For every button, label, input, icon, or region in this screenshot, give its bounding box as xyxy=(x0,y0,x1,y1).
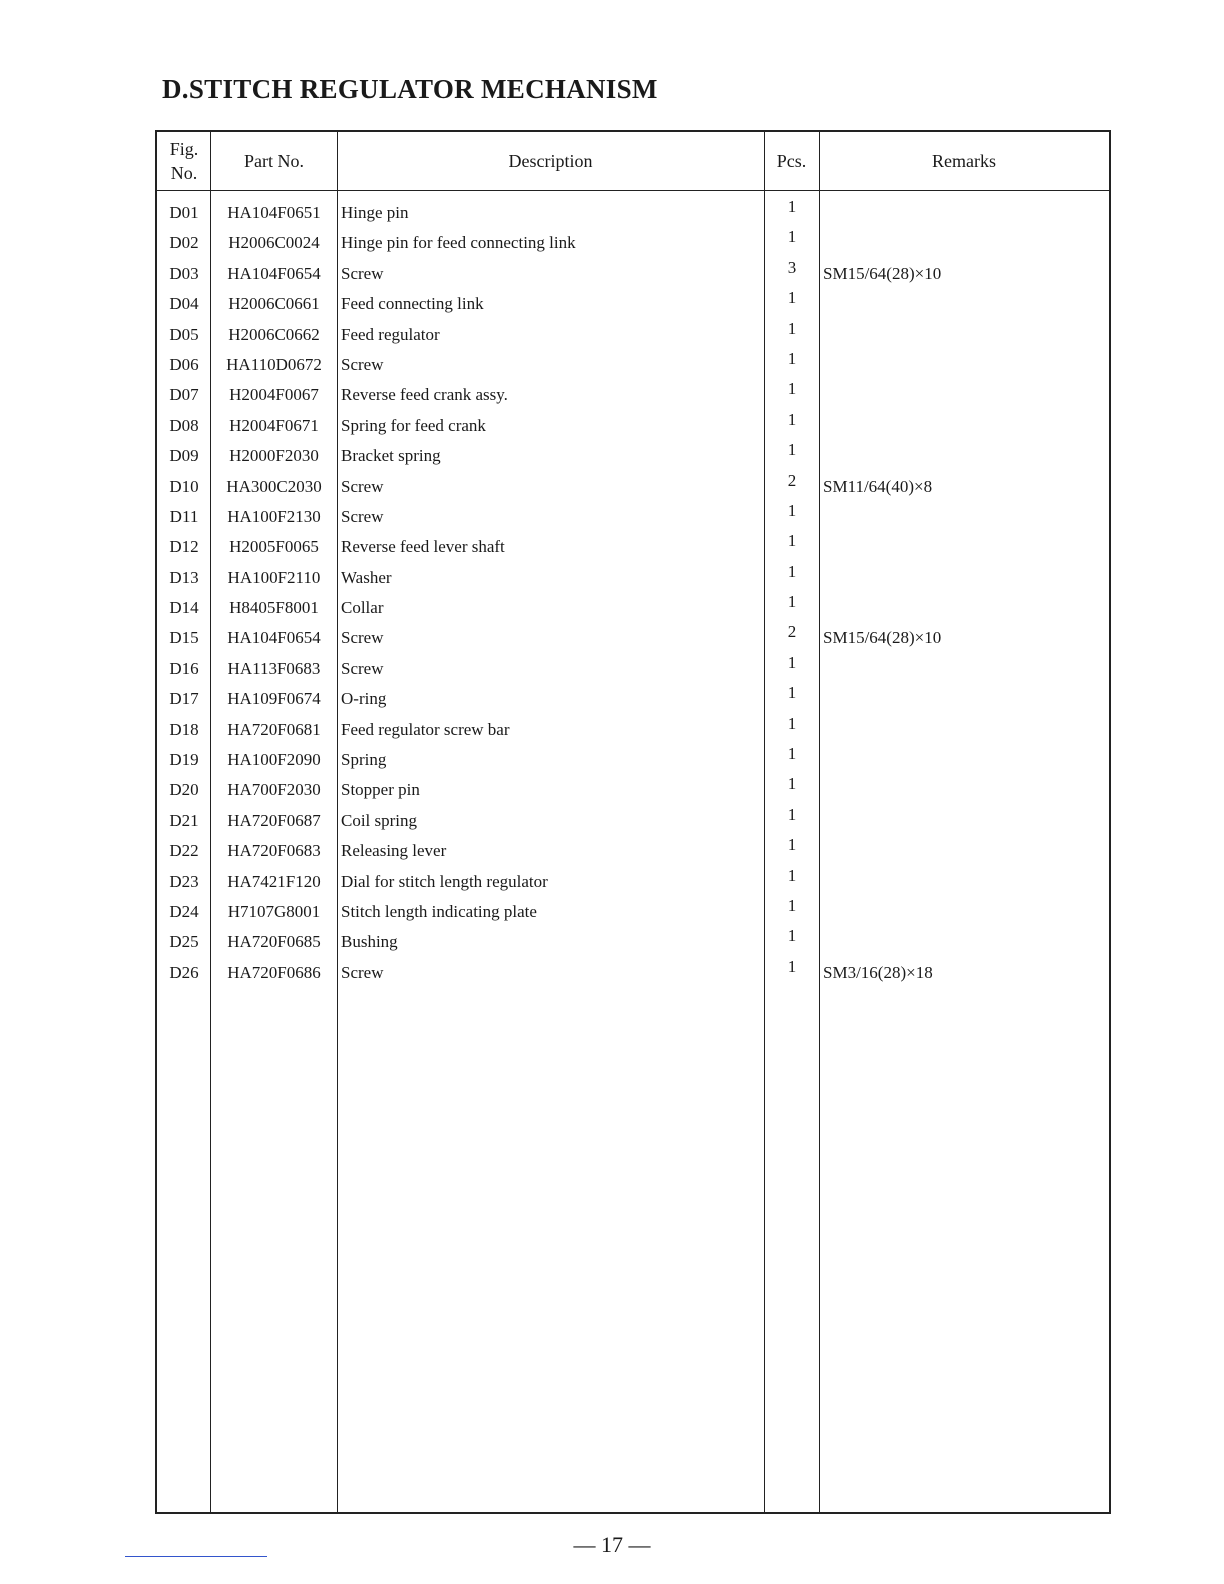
remarks-cell xyxy=(823,320,1109,350)
pcs-cell: 1 xyxy=(787,652,797,672)
fig-cell: D10 xyxy=(169,476,199,496)
table-row xyxy=(157,958,1109,988)
part-no-cell: HA7421F120 xyxy=(227,871,321,891)
description-cell: Bushing xyxy=(341,932,398,952)
table-row xyxy=(157,745,1109,775)
fig-cell: D02 xyxy=(169,233,199,253)
pcs-cell: 1 xyxy=(787,288,797,308)
pcs-cell: 1 xyxy=(787,592,797,612)
remarks-cell xyxy=(823,715,1109,745)
pcs-cell: 1 xyxy=(787,774,797,794)
fig-cell: D26 xyxy=(169,962,199,982)
remarks-cell xyxy=(823,502,1109,532)
remarks-cell xyxy=(823,775,1109,805)
table-row xyxy=(157,593,1109,623)
remarks-cell xyxy=(823,806,1109,836)
table-row xyxy=(157,228,1109,258)
pcs-cell: 1 xyxy=(787,409,797,429)
part-no-cell: H2006C0024 xyxy=(228,233,320,253)
remarks-cell: SM3/16(28)×18 xyxy=(823,962,933,982)
remarks-cell xyxy=(823,350,1109,380)
part-no-cell: H2004F0067 xyxy=(229,385,319,405)
table-row xyxy=(157,684,1109,714)
description-cell: Feed regulator screw bar xyxy=(341,719,510,739)
remarks-cell xyxy=(823,897,1109,927)
part-no-cell: HA720F0686 xyxy=(227,962,321,982)
part-no-cell: HA100F2110 xyxy=(227,567,321,587)
table-row xyxy=(157,806,1109,836)
remarks-cell: SM15/64(28)×10 xyxy=(823,263,942,283)
table-row xyxy=(157,867,1109,897)
part-no-cell: HA720F0683 xyxy=(227,841,321,861)
pcs-cell: 2 xyxy=(787,622,797,642)
fig-cell: D13 xyxy=(169,567,199,587)
fig-cell: D23 xyxy=(169,871,199,891)
table-row xyxy=(157,472,1109,502)
fig-cell: D06 xyxy=(169,354,199,374)
pcs-cell: 1 xyxy=(787,500,797,520)
table-row xyxy=(157,563,1109,593)
pcs-cell: 1 xyxy=(787,318,797,338)
description-cell: Stitch length indicating plate xyxy=(341,901,537,921)
table-row xyxy=(157,350,1109,380)
fig-cell: D11 xyxy=(169,506,199,526)
pcs-cell: 2 xyxy=(787,470,797,490)
remarks-cell xyxy=(823,593,1109,623)
remarks-cell xyxy=(823,654,1109,684)
fig-cell: D05 xyxy=(169,324,199,344)
remarks-cell xyxy=(823,532,1109,562)
footer-rule xyxy=(125,1556,267,1557)
description-cell: Reverse feed lever shaft xyxy=(341,537,505,557)
description-cell: Washer xyxy=(341,567,392,587)
fig-cell: D17 xyxy=(169,689,199,709)
part-no-cell: HA110D0672 xyxy=(226,354,322,374)
table-row xyxy=(157,836,1109,866)
table-row xyxy=(157,623,1109,653)
header-part-no: Part No. xyxy=(244,151,304,171)
description-cell: Spring for feed crank xyxy=(341,415,486,435)
table-row xyxy=(157,411,1109,441)
remarks-cell xyxy=(823,867,1109,897)
fig-cell: D19 xyxy=(169,750,199,770)
remarks-cell xyxy=(823,745,1109,775)
header-fig-no: Fig. No. xyxy=(169,139,199,183)
pcs-cell: 1 xyxy=(787,926,797,946)
remarks-cell xyxy=(823,228,1109,258)
fig-cell: D24 xyxy=(169,901,199,921)
part-no-cell: HA720F0687 xyxy=(227,810,321,830)
part-no-cell: HA700F2030 xyxy=(227,780,321,800)
part-no-cell: H8405F8001 xyxy=(229,598,319,618)
part-no-cell: H7107G8001 xyxy=(227,901,321,921)
part-no-cell: HA104F0651 xyxy=(227,203,321,222)
fig-cell: D03 xyxy=(169,263,199,283)
pcs-cell: 1 xyxy=(787,744,797,764)
fig-cell: D09 xyxy=(169,446,199,466)
part-no-cell: HA109F0674 xyxy=(227,689,321,709)
table-row xyxy=(157,502,1109,532)
fig-cell: D20 xyxy=(169,780,199,800)
table-row xyxy=(157,289,1109,319)
fig-cell: D18 xyxy=(169,719,199,739)
pcs-cell: 1 xyxy=(787,835,797,855)
description-cell: O-ring xyxy=(341,689,387,709)
description-cell: Dial for stitch length regulator xyxy=(341,871,548,891)
pcs-cell: 1 xyxy=(787,804,797,824)
description-cell: Releasing lever xyxy=(341,841,447,861)
description-cell: Screw xyxy=(341,354,384,374)
parts-table xyxy=(155,130,1111,1514)
pcs-cell: 1 xyxy=(787,561,797,581)
fig-cell: D01 xyxy=(169,203,199,222)
part-no-cell: H2006C0661 xyxy=(228,294,320,314)
part-no-cell: H2004F0671 xyxy=(229,415,319,435)
remarks-cell xyxy=(823,289,1109,319)
table-row xyxy=(157,320,1109,350)
fig-cell: D15 xyxy=(169,628,199,648)
table-row xyxy=(157,715,1109,745)
fig-cell: D16 xyxy=(169,658,199,678)
description-cell: Screw xyxy=(341,658,384,678)
part-no-cell: H2006C0662 xyxy=(228,324,320,344)
fig-cell: D07 xyxy=(169,385,199,405)
pcs-cell: 3 xyxy=(787,257,797,277)
remarks-cell: SM11/64(40)×8 xyxy=(823,476,933,496)
remarks-cell: SM15/64(28)×10 xyxy=(823,628,942,648)
description-cell: Feed connecting link xyxy=(341,294,484,314)
remarks-cell xyxy=(823,411,1109,441)
description-cell: Screw xyxy=(341,628,384,648)
pcs-cell: 1 xyxy=(787,865,797,885)
remarks-cell xyxy=(823,380,1109,410)
fig-cell: D22 xyxy=(169,841,199,861)
table-row xyxy=(157,775,1109,805)
remarks-cell xyxy=(823,684,1109,714)
description-cell: Screw xyxy=(341,506,384,526)
pcs-cell: 1 xyxy=(787,895,797,915)
part-no-cell: H2005F0065 xyxy=(229,537,319,557)
pcs-cell: 1 xyxy=(787,197,797,216)
pcs-cell: 1 xyxy=(787,956,797,976)
pcs-cell: 1 xyxy=(787,531,797,551)
description-cell: Bracket spring xyxy=(341,446,441,466)
table-row xyxy=(157,532,1109,562)
description-cell: Feed regulator xyxy=(341,324,440,344)
description-cell: Collar xyxy=(341,598,384,618)
table-row xyxy=(157,259,1109,289)
page-title: D.STITCH REGULATOR MECHANISM xyxy=(162,74,658,104)
pcs-cell: 1 xyxy=(787,440,797,460)
fig-cell: D25 xyxy=(169,932,199,952)
part-no-cell: HA100F2090 xyxy=(227,750,321,770)
description-cell: Screw xyxy=(341,263,384,283)
table-row xyxy=(157,654,1109,684)
part-no-cell: HA300C2030 xyxy=(226,476,322,496)
part-no-cell: HA720F0681 xyxy=(227,719,321,739)
description-cell: Hinge pin for feed connecting link xyxy=(341,233,576,253)
header-divider xyxy=(157,190,1109,191)
remarks-cell xyxy=(823,836,1109,866)
part-no-cell: HA113F0683 xyxy=(227,658,321,678)
description-cell: Screw xyxy=(341,476,384,496)
remarks-cell xyxy=(823,198,1109,228)
description-cell: Spring xyxy=(341,750,387,770)
part-no-cell: HA720F0685 xyxy=(227,932,321,952)
pcs-cell: 1 xyxy=(787,379,797,399)
table-row xyxy=(157,380,1109,410)
description-cell: Screw xyxy=(341,962,384,982)
fig-cell: D12 xyxy=(169,537,199,557)
table-row xyxy=(157,441,1109,471)
table-body xyxy=(157,198,1109,988)
header-remarks: Remarks xyxy=(932,151,996,171)
description-cell: Reverse feed crank assy. xyxy=(341,385,508,405)
table-row xyxy=(157,198,1109,228)
part-no-cell: HA104F0654 xyxy=(227,263,321,283)
table-row xyxy=(157,897,1109,927)
fig-cell: D21 xyxy=(169,810,199,830)
description-cell: Coil spring xyxy=(341,810,418,830)
remarks-cell xyxy=(823,441,1109,471)
fig-cell: D08 xyxy=(169,415,199,435)
part-no-cell: HA100F2130 xyxy=(227,506,321,526)
page-number: — 17 — xyxy=(573,1532,651,1557)
pcs-cell: 1 xyxy=(787,227,797,247)
pcs-cell: 1 xyxy=(787,683,797,703)
part-no-cell: HA104F0654 xyxy=(227,628,321,648)
fig-cell: D14 xyxy=(169,598,199,618)
header-pcs: Pcs. xyxy=(776,151,807,171)
fig-cell: D04 xyxy=(169,294,199,314)
pcs-cell: 1 xyxy=(787,348,797,368)
description-cell: Stopper pin xyxy=(341,780,420,800)
description-cell: Hinge pin xyxy=(341,203,409,222)
remarks-cell xyxy=(823,563,1109,593)
part-no-cell: H2000F2030 xyxy=(229,446,319,466)
remarks-cell xyxy=(823,927,1109,957)
header-description: Description xyxy=(508,151,593,171)
pcs-cell: 1 xyxy=(787,713,797,733)
table-row xyxy=(157,927,1109,957)
